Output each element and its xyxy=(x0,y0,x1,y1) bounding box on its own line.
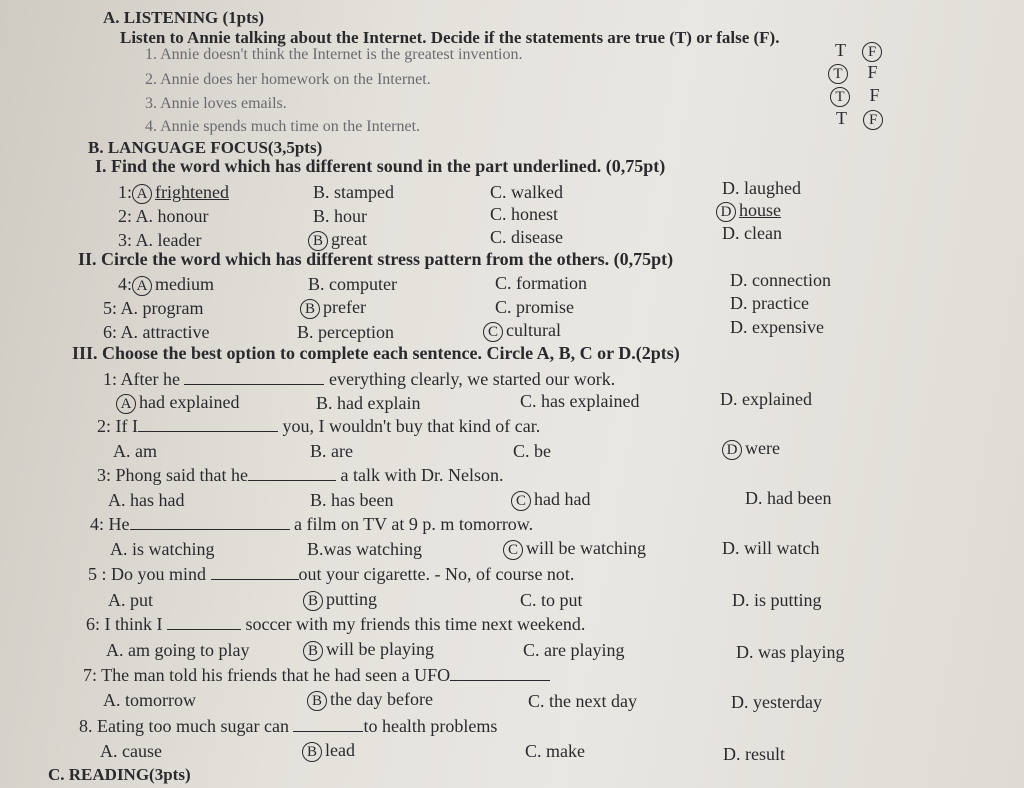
p2-q4-option-d[interactable]: D. connection xyxy=(730,270,831,290)
p1-q1-option-b[interactable]: B. stamped xyxy=(313,182,394,202)
false-option-circled: F xyxy=(862,42,882,62)
circled-letter: A xyxy=(116,394,136,414)
circled-letter: B xyxy=(303,591,323,611)
p3-q7-option-b[interactable]: B the day before xyxy=(307,689,433,711)
circled-letter: A xyxy=(132,184,152,204)
p2-q5-option-b[interactable]: B prefer xyxy=(300,297,366,319)
p3-q6-option-b[interactable]: B will be playing xyxy=(303,639,434,661)
answer-blank[interactable] xyxy=(248,466,336,481)
p3-q1-option-a[interactable]: A had explained xyxy=(116,392,239,414)
circled-letter: C xyxy=(511,491,531,511)
p2-q5-option-d[interactable]: D. practice xyxy=(730,293,809,313)
p3-q8-option-c[interactable]: C. make xyxy=(525,741,585,761)
listening-statement-1: 1. Annie doesn't think the Internet is the greatest invention. xyxy=(145,46,523,63)
language-header: B. LANGUAGE FOCUS(3,5pts) xyxy=(88,138,323,157)
p1-q3-option-a[interactable]: 3: A. leader xyxy=(118,230,202,250)
p3-q2-option-a[interactable]: A. am xyxy=(113,441,157,461)
answer-blank[interactable] xyxy=(211,565,299,580)
answer-blank[interactable] xyxy=(184,370,324,385)
listening-statement-4: 4. Annie spends much time on the Internet. xyxy=(145,118,421,135)
circled-letter: D xyxy=(722,440,742,460)
p3-q1-option-c[interactable]: C. has explained xyxy=(520,391,640,411)
p1-q2-option-c[interactable]: C. honest xyxy=(490,204,559,224)
p3-q3-option-a[interactable]: A. has had xyxy=(108,490,185,510)
p3-q3-option-c[interactable]: C had had xyxy=(511,489,590,511)
p3-q8-option-a[interactable]: A. cause xyxy=(100,741,162,761)
tf-answer-3[interactable] xyxy=(830,85,880,107)
true-option: T xyxy=(835,40,846,60)
answer-blank[interactable] xyxy=(130,515,290,530)
p3-q7-option-d[interactable]: D. yesterday xyxy=(731,692,822,712)
reading-header: C. READING(3pts) xyxy=(48,765,191,784)
p3-question-6: 6: I think I soccer with my friends this time next weekend. xyxy=(86,614,586,634)
p3-q2-option-b[interactable]: B. are xyxy=(310,441,353,461)
p3-q4-option-b[interactable]: B.was watching xyxy=(307,539,422,559)
p3-q3-option-b[interactable]: B. has been xyxy=(310,490,394,510)
p3-question-3: 3: Phong said that he a talk with Dr. Nelson. xyxy=(97,465,504,485)
p3-q1-option-b[interactable]: B. had explain xyxy=(316,393,421,413)
false-option: F xyxy=(869,85,880,105)
p3-question-2: 2: If I you, I wouldn't buy that kind of car. xyxy=(97,416,541,436)
p3-question-7: 7: The man told his friends that he had seen a UFO xyxy=(83,665,550,685)
part1-title: I. Find the word which has different sound in the part underlined. (0,75pt) xyxy=(95,156,666,176)
p1-q1-option-c[interactable]: C. walked xyxy=(490,182,563,202)
false-option-circled: F xyxy=(863,110,883,130)
p1-q2-option-b[interactable]: B. hour xyxy=(313,206,367,226)
p3-q2-option-d[interactable]: D were xyxy=(722,438,780,460)
p3-q7-option-c[interactable]: C. the next day xyxy=(528,691,637,711)
p3-q5-option-b[interactable]: B putting xyxy=(303,589,377,611)
p1-q2-option-d[interactable]: D house xyxy=(716,200,781,222)
part3-title: III. Choose the best option to complete each sentence. Circle A, B, C or D.(2pts) xyxy=(72,343,680,363)
circled-letter: A xyxy=(132,276,152,296)
p3-question-5: 5 : Do you mind out your cigarette. - No, of course not. xyxy=(88,564,575,584)
listening-header: A. LISTENING (1pts) xyxy=(103,8,265,27)
p2-q5-option-a[interactable]: 5: A. program xyxy=(103,298,204,318)
p3-q4-option-a[interactable]: A. is watching xyxy=(110,539,215,559)
p3-q6-option-c[interactable]: C. are playing xyxy=(523,640,625,660)
true-option: T xyxy=(836,108,847,128)
part2-title: II. Circle the word which has different stress pattern from the others. (0,75pt) xyxy=(78,249,674,269)
p2-q5-option-c[interactable]: C. promise xyxy=(495,297,574,317)
p3-q8-option-b[interactable]: B lead xyxy=(302,740,355,762)
p3-q8-option-d[interactable]: D. result xyxy=(723,744,785,764)
tf-answer-2[interactable] xyxy=(828,62,878,84)
p3-question-4: 4: He a film on TV at 9 p. m tomorrow. xyxy=(90,514,534,534)
p3-q4-option-d[interactable]: D. will watch xyxy=(722,538,820,558)
true-option-circled: T xyxy=(828,64,848,84)
p1-q2-option-a[interactable]: 2: A. honour xyxy=(118,206,209,226)
circled-letter: C xyxy=(483,322,503,342)
true-option-circled: T xyxy=(830,87,850,107)
listening-statement-2: 2. Annie does her homework on the Internet. xyxy=(145,71,431,88)
p2-q4-option-c[interactable]: C. formation xyxy=(495,273,587,293)
tf-answer-4[interactable] xyxy=(836,108,886,130)
false-option: F xyxy=(867,62,878,82)
p3-q2-option-c[interactable]: C. be xyxy=(513,441,551,461)
p3-q7-option-a[interactable]: A. tomorrow xyxy=(103,690,196,710)
circled-letter: C xyxy=(503,540,523,560)
p2-q6-option-a[interactable]: 6: A. attractive xyxy=(103,322,210,342)
p2-q4-option-a[interactable]: 4: A medium xyxy=(118,274,215,294)
p1-q1-option-a[interactable]: 1: A frightened xyxy=(118,182,229,202)
p3-q6-option-d[interactable]: D. was playing xyxy=(736,642,845,662)
tf-answer-1[interactable] xyxy=(835,40,885,62)
p2-q6-option-b[interactable]: B. perception xyxy=(297,322,394,342)
circled-letter: B xyxy=(308,231,328,251)
circled-letter: B xyxy=(300,299,320,319)
p3-question-1: 1: After he everything clearly, we started our work. xyxy=(103,369,616,389)
circled-letter: B xyxy=(307,691,327,711)
answer-blank[interactable] xyxy=(138,417,278,432)
answer-blank[interactable] xyxy=(293,717,363,732)
p3-q5-option-d[interactable]: D. is putting xyxy=(732,590,822,610)
p2-q4-option-b[interactable]: B. computer xyxy=(308,274,397,294)
p1-q3-option-d[interactable]: D. clean xyxy=(722,223,782,243)
p3-q4-option-c[interactable]: C will be watching xyxy=(503,538,646,560)
p2-q6-option-c[interactable]: C cultural xyxy=(483,320,561,342)
circled-letter: D xyxy=(716,202,736,222)
p3-question-8: 8. Eating too much sugar can to health problems xyxy=(79,716,498,736)
p1-q1-option-d[interactable]: D. laughed xyxy=(722,178,801,198)
listening-statement-3: 3. Annie loves emails. xyxy=(145,95,287,112)
circled-letter: B xyxy=(303,641,323,661)
answer-blank[interactable] xyxy=(450,666,550,681)
circled-letter: B xyxy=(302,742,322,762)
p3-q5-option-c[interactable]: C. to put xyxy=(520,590,583,610)
p3-q5-option-a[interactable]: A. put xyxy=(108,590,153,610)
p2-q6-option-d[interactable]: D. expensive xyxy=(730,317,824,337)
p3-q1-option-d[interactable]: D. explained xyxy=(720,389,812,409)
p3-q3-option-d[interactable]: D. had been xyxy=(745,488,832,508)
p3-q6-option-a[interactable]: A. am going to play xyxy=(106,640,250,660)
p1-q3-option-b[interactable]: B great xyxy=(308,229,367,251)
p1-q3-option-c[interactable]: C. disease xyxy=(490,227,563,247)
listening-instruction: Listen to Annie talking about the Internet. Decide if the statements are true (T) or false (F). xyxy=(120,28,780,47)
answer-blank[interactable] xyxy=(167,615,241,630)
